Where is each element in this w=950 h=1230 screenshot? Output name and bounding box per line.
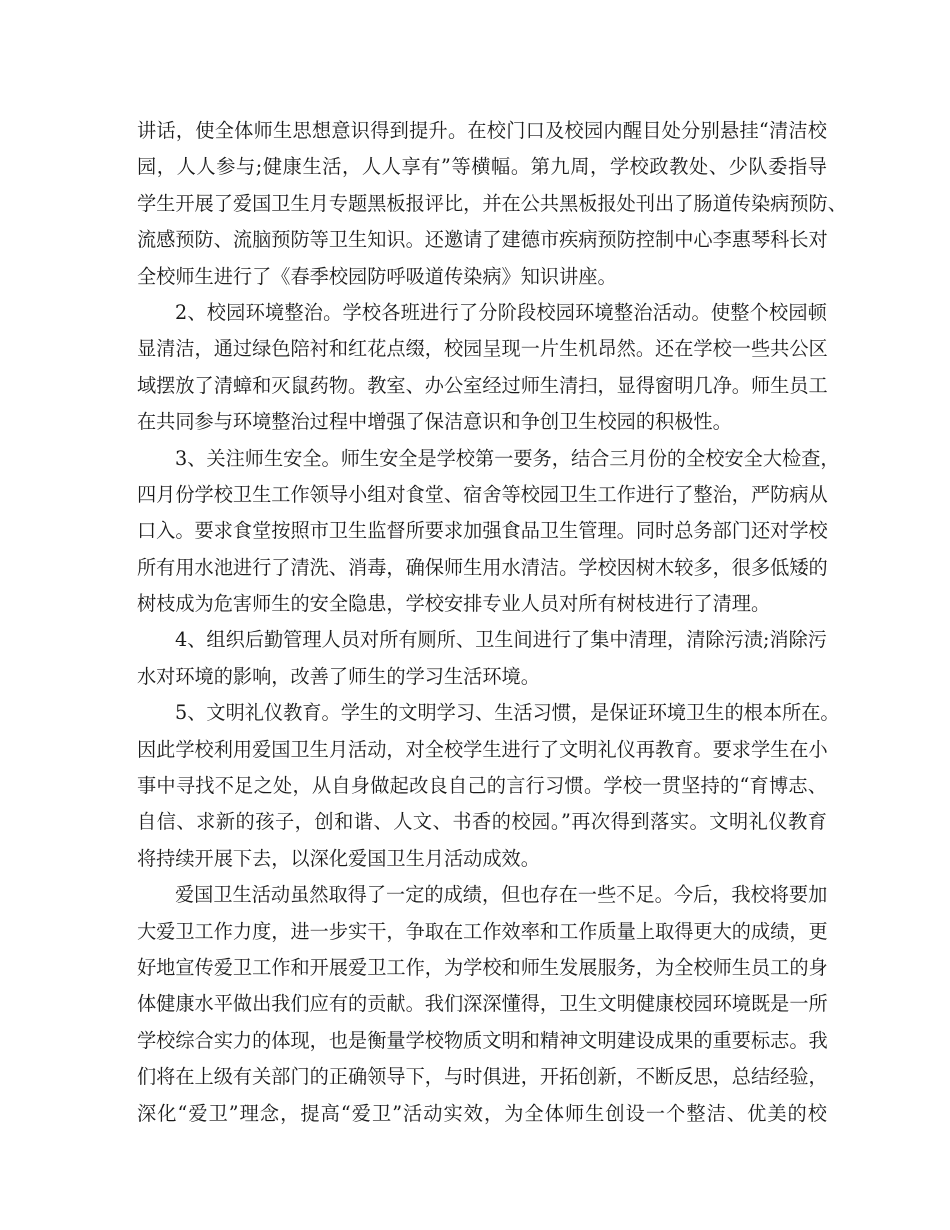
paragraph-p5 — [137, 695, 840, 877]
text-line: 好地宣传爱卫工作和开展爱卫工作，为学校和师生发展服务，为全校师生员工的身 — [137, 955, 828, 979]
text-line: 树枝成为危害师生的安全隐患，学校安排专业人员对所有树枝进行了清理。 — [137, 592, 771, 616]
text-line: 5、文明礼仪教育。学生的文明学习、生活习惯，是保证环境卫生的根本所在。 — [175, 701, 840, 725]
text-line: 因此学校利用爱国卫生月活动，对全校学生进行了文明礼仪再教育。要求学生在小 — [137, 737, 828, 761]
text-line: 将持续开展下去，以深化爱国卫生月活动成效。 — [137, 846, 540, 870]
text-line: 大爱卫工作力度，进一步实干，争取在工作效率和工作质量上取得更大的成绩，更 — [137, 919, 828, 943]
text-line: 所有用水池进行了清洗、消毒，确保师生用水清洁。学校因树木较多，很多低矮的 — [137, 555, 828, 579]
text-line: 2、校园环境整治。学校各班进行了分阶段校园环境整治活动。使整个校园顿 — [175, 300, 827, 324]
paragraph-p2 — [137, 295, 827, 441]
text-line: 显清洁，通过绿色陪衬和红花点缀，校园呈现一片生机昂然。还在学校一些共公区 — [137, 337, 828, 361]
text-line: 学校综合实力的体现，也是衡量学校物质文明和精神文明建设成果的重要标志。我 — [137, 1028, 828, 1052]
text-line: 事中寻找不足之处，从自身做起改良自己的言行习惯。学校一贯坚持的“育博志、 — [137, 774, 827, 798]
text-line: 3、关注师生安全。师生安全是学校第一要务，结合三月份的全校安全大检查， — [175, 446, 840, 470]
paragraph-p3 — [137, 441, 840, 623]
text-line: 域摆放了清蟑和灭鼠药物。教室、办公室经过师生清扫，显得窗明几净。师生员工 — [137, 373, 828, 397]
paragraph-p6 — [137, 877, 827, 1132]
text-line: 水对环境的影响，改善了师生的学习生活环境。 — [137, 664, 540, 688]
paragraph-p4 — [137, 622, 827, 695]
text-line: 4、组织后勤管理人员对所有厕所、卫生间进行了集中清理，清除污渍;消除污 — [175, 628, 827, 652]
text-line: 讲话，使全体师生思想意识得到提升。在校门口及校园内醒目处分别悬挂“清洁校 — [137, 119, 827, 142]
text-line: 深化“爱卫”理念，提高“爱卫”活动实效，为全体师生创设一个整洁、优美的校 — [137, 1101, 827, 1125]
text-line: 园，人人参与;健康生活，人人享有”等横幅。第九周，学校政教处、少队委指导 — [137, 155, 827, 179]
text-line: 爱国卫生活动虽然取得了一定的成绩，但也存在一些不足。今后，我校将要加 — [175, 883, 828, 907]
paragraph-p1 — [137, 113, 847, 295]
text-line: 们将在上级有关部门的正确领导下，与时俱进，开拓创新，不断反思，总结经验， — [137, 1065, 828, 1089]
text-line: 学生开展了爱国卫生月专题黑板报评比，并在公共黑板报处刊出了肠道传染病预防、 — [137, 191, 847, 215]
text-line: 口入。要求食堂按照市卫生监督所要求加强食品卫生管理。同时总务部门还对学校 — [137, 519, 828, 543]
document-body — [137, 113, 847, 1132]
text-line: 全校师生进行了《春季校园防呼吸道传染病》知识讲座。 — [137, 264, 617, 288]
text-line: 在共同参与环境整治过程中增强了保洁意识和争创卫生校园的积极性。 — [137, 410, 732, 434]
text-line: 四月份学校卫生工作领导小组对食堂、宿舍等校园卫生工作进行了整治，严防病从 — [137, 482, 828, 506]
text-line: 自信、求新的孩子，创和谐、人文、书香的校园。”再次得到落实。文明礼仪教育 — [137, 810, 827, 834]
text-line: 流感预防、流脑预防等卫生知识。还邀请了建德市疾病预防控制中心李惠琴科长对 — [137, 228, 828, 252]
text-line: 体健康水平做出我们应有的贡献。我们深深懂得，卫生文明健康校园环境既是一所 — [137, 992, 828, 1016]
